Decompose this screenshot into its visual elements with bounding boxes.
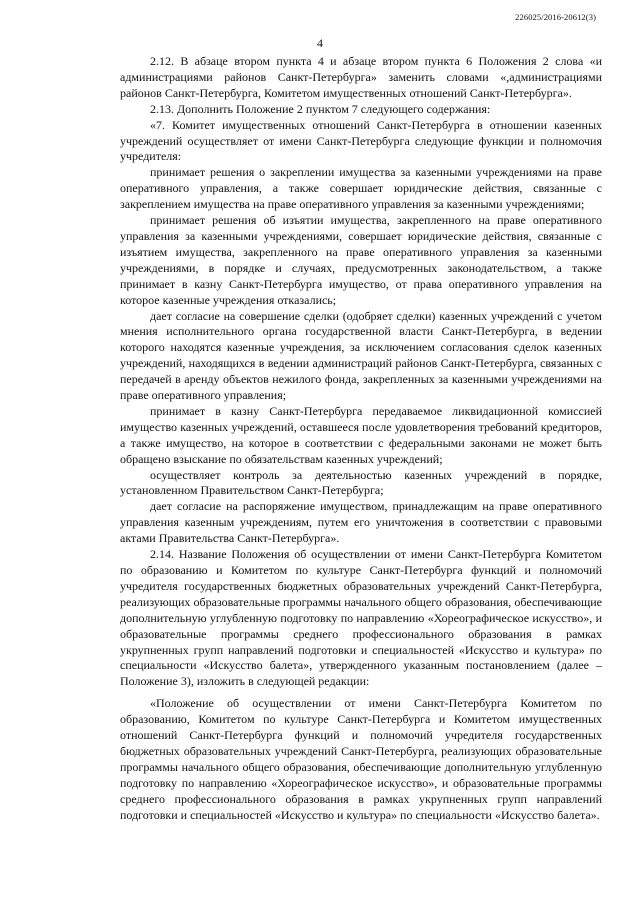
paragraph-function-4: принимает в казну Санкт-Петербурга передаваемое ликвидационной комиссией имущество казенных учреждений, оставшееся после удовлетворения требований кредиторов, а также имущество, на которое в соответствии с федеральными законами не может быть обращено взыскание по обязательствам казенных учреждений; [120, 403, 602, 466]
paragraph-function-6: дает согласие на распоряжение имуществом, принадлежащим на праве оперативного управления казенным учреждениям, путем его уничтожения в соответствии с правовыми актами Правительства Санкт-Петербурга». [120, 499, 602, 546]
paragraph-item-7: «7. Комитет имущественных отношений Санкт-Петербурга в отношении казенных учреждений осуществляет от имени Санкт-Петербурга следующие функции и полномочия учредителя: [120, 117, 602, 164]
paragraph-2-12: 2.12. В абзаце втором пункта 4 и абзаце втором пункта 6 Положения 2 слова «и администрациями районов Санкт-Петербурга» заменить словами «,администрациями районов Санкт-Петербурга, Комитетом имущественных отношений Санкт-Петербурга». [120, 54, 602, 100]
paragraph-function-1: принимает решения о закреплении имущества за казенными учреждениями на праве оперативного управления, а также совершает юридические действия, связанные с закреплением имущества на праве оперативного управления за казенными учреждениями; [120, 165, 602, 212]
document-code: 226025/2016-20612(3) [515, 12, 596, 22]
page-number: 4 [317, 36, 323, 50]
paragraph-function-2: принимает решения об изъятии имущества, закрепленного на праве оперативного управления за казенными учреждениями, совершает юридические действия, связанные с изъятием имущества, закрепленного на праве оперативного управления за казенными учреждениями, в порядке и случаях, предусмотренных законодательством, а также принимает в казну Санкт-Петербурга имущество, от права оперативного управления на которое казенные учреждения отказались; [120, 213, 602, 307]
paragraph-function-5: осуществляет контроль за деятельностью казенных учреждений в порядке, установленном Правительством Санкт-Петербурга; [120, 467, 602, 498]
document-body [120, 54, 602, 824]
paragraph-function-3: дает согласие на совершение сделки (одобряет сделки) казенных учреждений с учетом мнения исполнительного органа государственной власти Санкт-Петербурга, в ведении которого находятся казенные учреждения, за исключением согласования сделок казенных учреждений, находящихся в ведении администраций районов Санкт-Петербурга, связанных с передачей в аренду объектов нежилого фонда, закрепленных за казенными учреждениями на праве оперативного управления; [120, 308, 602, 403]
paragraph-new-title: «Положение об осуществлении от имени Санкт-Петербурга Комитетом по образованию, Комитетом по культуре Санкт-Петербурга и Комитетом имущественных отношений Санкт-Петербурга функций и полномочий учредителя государственных бюджетных образовательных учреждений Санкт-Петербурга, реализующих образовательные программы начального общего образования, обеспечивающие дополнительную углубленную подготовку по направлению «Хореографическое искусство», и образовательные программы среднего профессионального образования в рамках укрупненных групп направлений подготовки и специальностей «Искусство и культура» по специальности «Искусство балета». [120, 696, 602, 822]
paragraph-2-13: 2.13. Дополнить Положение 2 пунктом 7 следующего содержания: [150, 101, 491, 116]
paragraph-2-14: 2.14. Название Положения об осуществлении от имени Санкт-Петербурга Комитетом по образованию и Комитетом по культуре Санкт-Петербурга функций и полномочий учредителя государственных бюджетных образовательных учреждений Санкт-Петербурга, реализующих образовательные программы начального общего образования, обеспечивающие дополнительную углубленную подготовку по направлению «Хореографическое искусство», и образовательные программы среднего профессионального образования в рамках укрупненных групп направлений подготовки и специальностей «Искусство и культура» по специальности «Искусство балета», утвержденного указанным постановлением (далее – Положение 3), изложить в следующей редакции: [120, 547, 602, 689]
